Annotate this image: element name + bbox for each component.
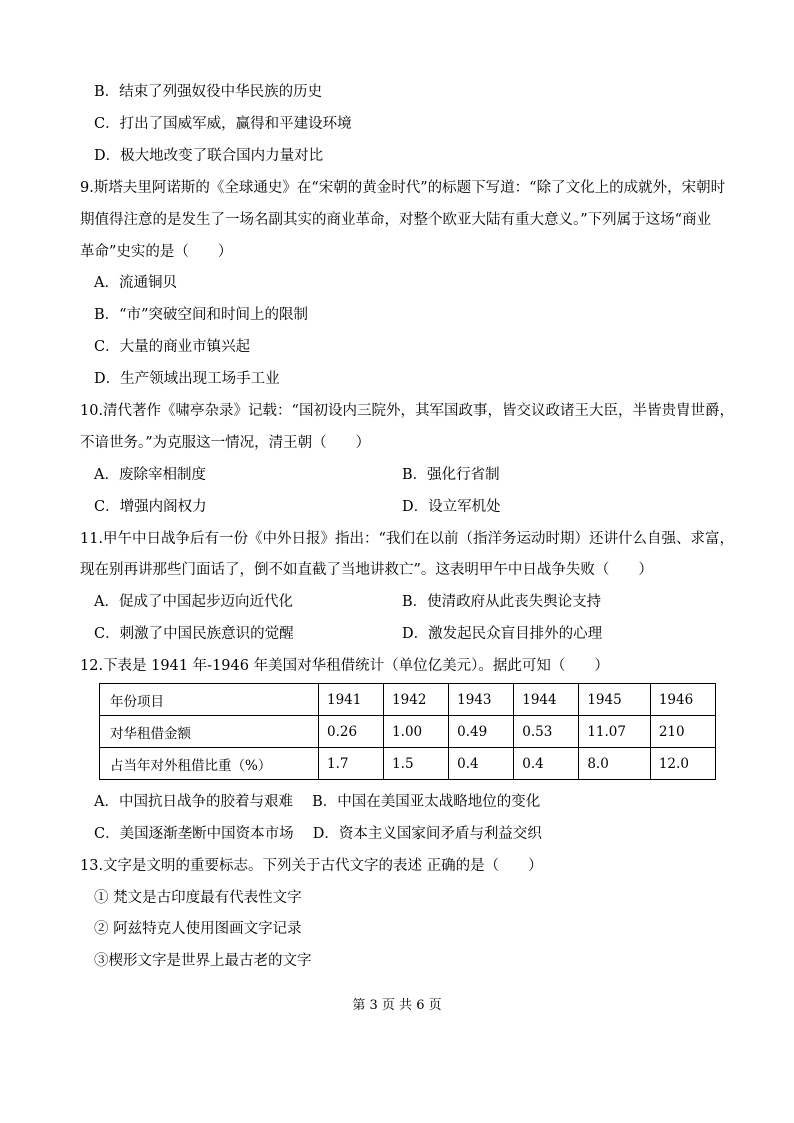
q12-options-line-1: A．中国抗日战争的胶着与艰难 B．中国在美国亚太战略地位的变化 xyxy=(94,794,541,810)
q9-option-d: D．生产领域出现工场手工业 xyxy=(94,371,280,387)
q8-option-d: D．极大地改变了联合国内力量对比 xyxy=(94,148,324,164)
q10-option-a: A．废除宰相制度 xyxy=(94,467,206,483)
q13-item-2: ② 阿兹特克人使用图画文字记录 xyxy=(94,921,302,937)
table-row xyxy=(100,716,716,748)
q13-item-3: ③楔形文字是世界上最古老的文字 xyxy=(94,953,312,969)
table-header-cell: 1946 xyxy=(650,684,715,716)
table-cell: 1.7 xyxy=(319,748,384,780)
table-cell: 8.0 xyxy=(579,748,651,780)
q8-option-c: C．打出了国威军威，赢得和平建设环境 xyxy=(94,116,352,132)
q11-option-b: B．使清政府从此丧失舆论支持 xyxy=(402,594,602,610)
table-cell: 11.07 xyxy=(579,716,651,748)
table-header-cell: 年份项目 xyxy=(100,684,319,716)
q9-stem-line-2: 期值得注意的是发生了一场名副其实的商业革命，对整个欧亚大陆有重大意义。”下列属于这场“商业 xyxy=(80,212,712,228)
q13-item-1: ① 梵文是古印度最有代表性文字 xyxy=(94,890,302,906)
q9-option-a: A．流通铜贝 xyxy=(94,275,177,291)
table-cell: 0.49 xyxy=(449,716,514,748)
table-cell: 210 xyxy=(650,716,715,748)
table-cell: 12.0 xyxy=(650,748,715,780)
table-cell: 0.4 xyxy=(449,748,514,780)
q9-option-b: B．“市”突破空间和时间上的限制 xyxy=(94,307,308,323)
lend-lease-table xyxy=(99,683,716,780)
table-cell: 对华租借金额 xyxy=(100,716,319,748)
table-cell: 0.26 xyxy=(319,716,384,748)
q12-stem: 12.下表是 1941 年-1946 年美国对华租借统计（单位亿美元）。据此可知（ ） xyxy=(80,658,609,674)
q9-stem-line-1: 9.斯塔夫里阿诺斯的《全球通史》在“宋朝的黄金时代”的标题下写道：“除了文化上的成就外，宋朝时 xyxy=(80,180,726,196)
q11-option-a: A．促成了中国起步迈向近代化 xyxy=(94,594,293,610)
table-header-cell: 1943 xyxy=(449,684,514,716)
q10-option-d: D．设立军机处 xyxy=(402,499,501,515)
q13-stem: 13.文字是文明的重要标志。下列关于古代文字的表述 正确的是（ ） xyxy=(80,858,543,874)
q11-option-c: C．刺激了中国民族意识的觉醒 xyxy=(94,626,294,642)
q12-options-line-2: C．美国逐渐垄断中国资本市场 D．资本主义国家间矛盾与利益交织 xyxy=(94,826,542,842)
table-header-cell: 1945 xyxy=(579,684,651,716)
table-header-row xyxy=(100,684,716,716)
table-cell: 0.53 xyxy=(514,716,579,748)
table-cell: 占当年对外租借比重（%） xyxy=(100,748,319,780)
q8-option-b: B．结束了列强奴役中华民族的历史 xyxy=(94,84,323,100)
table-cell: 0.4 xyxy=(514,748,579,780)
q10-option-b: B．强化行省制 xyxy=(402,467,500,483)
q10-stem-line-1: 10.清代著作《啸亭杂录》记载：“国初设内三院外，其军国政事，皆交议政诸王大臣，半皆贵胄世爵， xyxy=(80,403,734,419)
q9-stem-line-3: 革命”史实的是（ ） xyxy=(80,244,233,260)
q11-stem-line-2: 现在别再讲那些门面话了，倒不如直截了当地讲救亡”。这表明甲午中日战争失败（ ） xyxy=(80,562,653,578)
q10-option-c: C．增强内阁权力 xyxy=(94,499,207,515)
q11-option-d: D．激发起民众盲目排外的心理 xyxy=(402,626,603,642)
table-cell: 1.5 xyxy=(384,748,449,780)
table-header-cell: 1941 xyxy=(319,684,384,716)
q10-stem-line-2: 不谙世务。”为克服这一情况，清王朝（ ） xyxy=(80,435,371,451)
table-cell: 1.00 xyxy=(384,716,449,748)
q9-option-c: C．大量的商业市镇兴起 xyxy=(94,339,251,355)
table-header-cell: 1942 xyxy=(384,684,449,716)
page-number-footer: 第 3 页 共 6 页 xyxy=(352,998,442,1013)
table-header-cell: 1944 xyxy=(514,684,579,716)
q11-stem-line-1: 11.甲午中日战争后有一份《中外日报》指出：“我们在以前（指洋务运动时期）还讲什么自强、求富， xyxy=(80,531,734,547)
table-row xyxy=(100,748,716,780)
